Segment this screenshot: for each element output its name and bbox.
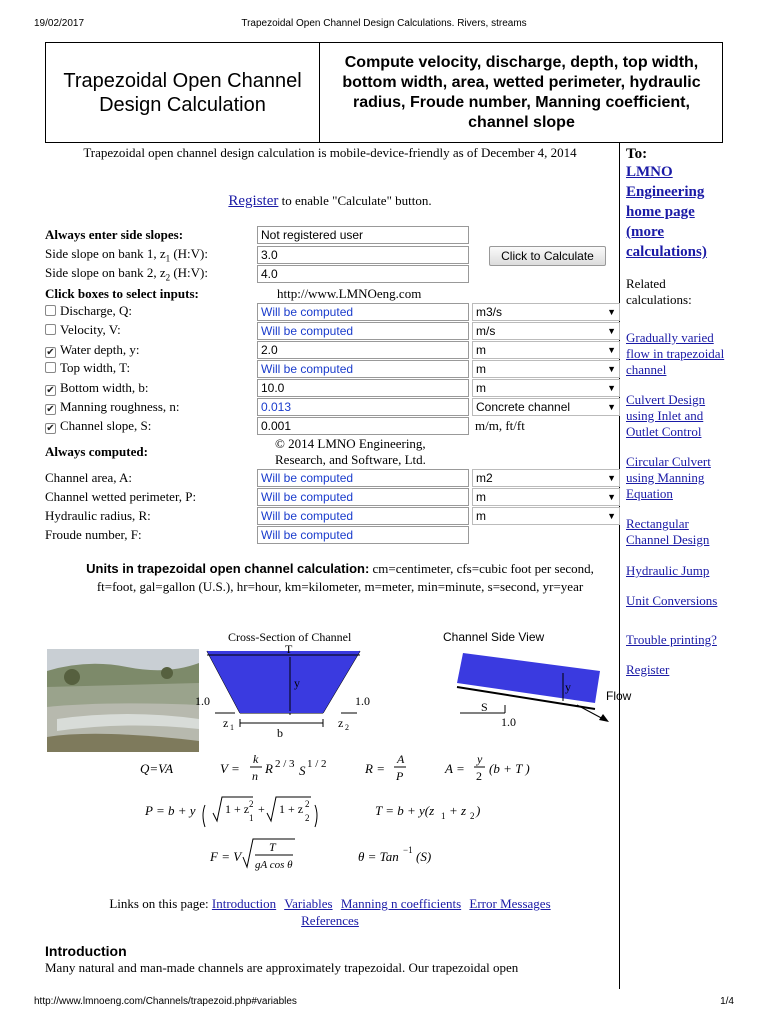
label-one-right: 1.0 bbox=[355, 694, 370, 708]
equations bbox=[125, 749, 545, 879]
side-slope-1-label-text: Side slope on bank 1, z bbox=[45, 246, 166, 261]
bottom-width-label-text: Bottom width, b: bbox=[60, 380, 149, 395]
title-table bbox=[45, 42, 723, 143]
print-header bbox=[34, 18, 734, 32]
units-text: cm=centimeter, cfs=cubic foot per second, ft=foot, gal=gallon (U.S.), hr=hour, km=kilometer, m=meter, min=minute, s=second, yr=year bbox=[96, 561, 594, 594]
svg-text:−1: −1 bbox=[403, 845, 413, 855]
froude-label: Froude number, F: bbox=[45, 527, 142, 542]
svg-text:y: y bbox=[477, 752, 483, 766]
equation-froude bbox=[209, 839, 295, 871]
svg-text:(S): (S) bbox=[416, 849, 432, 864]
side-slope-1-input[interactable]: 3.0 bbox=[257, 246, 469, 264]
svg-text:A =: A = bbox=[445, 761, 465, 776]
svg-text:2 / 3: 2 / 3 bbox=[275, 758, 295, 770]
click-boxes-heading: Click boxes to select inputs: bbox=[45, 286, 199, 301]
label-T: T bbox=[285, 642, 293, 656]
link-manning[interactable]: Manning n coefficients bbox=[340, 896, 462, 911]
manning-checkbox[interactable]: ✔ bbox=[46, 404, 55, 415]
register-line bbox=[45, 193, 615, 210]
always-side-heading: Always enter side slopes: bbox=[45, 227, 184, 242]
links-label: Links on this page: bbox=[109, 896, 209, 911]
label-S: S bbox=[481, 700, 488, 714]
svg-text:2: 2 bbox=[305, 813, 310, 823]
chevron-down-icon: ▼ bbox=[607, 345, 616, 355]
top-width-checkbox[interactable] bbox=[45, 362, 56, 373]
manning-label bbox=[45, 398, 180, 416]
slope-label bbox=[45, 417, 151, 435]
label-one-left: 1.0 bbox=[195, 694, 210, 708]
label-z2-sub: 2 bbox=[345, 723, 349, 732]
depth-unit-select[interactable] bbox=[472, 341, 620, 359]
radius-unit-value: m bbox=[476, 509, 486, 523]
channel-photo bbox=[47, 649, 199, 752]
svg-text:F = V: F = V bbox=[210, 849, 242, 864]
page-links bbox=[45, 895, 615, 929]
depth-checkbox[interactable]: ✔ bbox=[46, 347, 55, 358]
register-text: to enable "Calculate" button. bbox=[278, 193, 432, 208]
side-slope-2-label-tail: (H:V): bbox=[170, 265, 209, 280]
user-field[interactable]: Not registered user bbox=[257, 226, 469, 244]
channel-diagram bbox=[195, 642, 632, 743]
svg-text:1 + z: 1 + z bbox=[279, 802, 304, 816]
svg-text:S: S bbox=[299, 763, 306, 778]
svg-text:V =: V = bbox=[220, 761, 240, 776]
svg-text:k: k bbox=[253, 752, 259, 766]
top-width-unit-select[interactable] bbox=[472, 360, 620, 378]
svg-text:R: R bbox=[265, 761, 273, 776]
link-variables[interactable]: Variables bbox=[284, 896, 333, 911]
sidebar-link-register[interactable]: Register bbox=[626, 662, 670, 677]
svg-text:A: A bbox=[397, 752, 405, 766]
link-references[interactable]: References bbox=[301, 913, 359, 928]
perimeter-unit-select[interactable] bbox=[472, 488, 620, 506]
velocity-label bbox=[45, 321, 121, 339]
svg-text:2: 2 bbox=[305, 799, 310, 809]
velocity-unit-select[interactable] bbox=[472, 322, 620, 340]
chevron-down-icon: ▼ bbox=[607, 326, 616, 336]
perimeter-output: Will be computed bbox=[257, 488, 469, 506]
sidebar-link-hydraulic-jump[interactable]: Hydraulic Jump bbox=[626, 563, 710, 578]
equation-slope-angle bbox=[358, 845, 431, 864]
bottom-width-input[interactable]: 10.0 bbox=[257, 379, 469, 397]
svg-text:P = b + y: P = b + y bbox=[145, 803, 196, 818]
top-width-input[interactable]: Will be computed bbox=[257, 360, 469, 378]
equation-manning bbox=[220, 752, 327, 783]
label-z2: z bbox=[338, 716, 344, 730]
link-error-messages[interactable]: Error Messages bbox=[469, 896, 551, 911]
site-url: http://www.LMNOeng.com bbox=[277, 286, 422, 301]
svg-text:T: T bbox=[269, 840, 276, 854]
sidebar-link-trouble-printing[interactable]: Trouble printing? bbox=[626, 632, 717, 647]
bottom-width-checkbox[interactable]: ✔ bbox=[46, 385, 55, 396]
chevron-down-icon: ▼ bbox=[607, 383, 616, 393]
side-view-title: Channel Side View bbox=[443, 630, 545, 644]
side-slope-1-label bbox=[45, 245, 208, 263]
column-divider bbox=[619, 143, 620, 989]
slope-input[interactable]: 0.001 bbox=[257, 417, 469, 435]
area-label: Channel area, A: bbox=[45, 470, 132, 485]
velocity-checkbox[interactable] bbox=[45, 324, 56, 335]
sidebar-link-circular-culvert[interactable]: Circular Culvert using Manning Equation bbox=[626, 454, 711, 501]
manning-material-value: Concrete channel bbox=[476, 400, 571, 414]
depth-label-text: Water depth, y: bbox=[60, 342, 140, 357]
discharge-unit-select[interactable] bbox=[472, 303, 620, 321]
bottom-width-unit-select[interactable] bbox=[472, 379, 620, 397]
bottom-width-label bbox=[45, 379, 148, 397]
equation-perimeter bbox=[144, 797, 317, 827]
discharge-input[interactable]: Will be computed bbox=[257, 303, 469, 321]
equation-topwidth bbox=[375, 803, 480, 821]
perimeter-label: Channel wetted perimeter, P: bbox=[45, 489, 197, 504]
side-slope-2-label bbox=[45, 264, 208, 282]
velocity-input[interactable]: Will be computed bbox=[257, 322, 469, 340]
page-subtitle: Compute velocity, discharge, depth, top width, bottom width, area, wetted perimeter, hydraulic radius, Froude number, Manning coefficient, channel slope bbox=[342, 53, 701, 131]
related-heading: Related calculations: bbox=[626, 276, 692, 307]
svg-text:gA cos θ: gA cos θ bbox=[255, 859, 293, 871]
svg-text:1: 1 bbox=[441, 811, 446, 821]
label-y: y bbox=[294, 676, 300, 690]
manning-label-text: Manning roughness, n: bbox=[60, 399, 180, 414]
link-introduction[interactable]: Introduction bbox=[211, 896, 277, 911]
discharge-label bbox=[45, 302, 132, 320]
label-z1: z bbox=[223, 716, 229, 730]
calculate-button[interactable]: Click to Calculate bbox=[489, 246, 606, 266]
sidebar-to: To: bbox=[626, 146, 648, 162]
chevron-down-icon: ▼ bbox=[607, 307, 616, 317]
print-page: 1/4 bbox=[720, 996, 734, 1007]
top-width-label bbox=[45, 359, 130, 377]
print-title: Trapezoidal Open Channel Design Calculations. Rivers, streams bbox=[241, 18, 527, 29]
svg-text:1 + z: 1 + z bbox=[225, 802, 250, 816]
svg-text:1: 1 bbox=[249, 813, 254, 823]
label-b: b bbox=[277, 726, 283, 740]
velocity-unit-value: m/s bbox=[476, 324, 496, 338]
chevron-down-icon: ▼ bbox=[607, 511, 616, 521]
area-output: Will be computed bbox=[257, 469, 469, 487]
side-slope-2-label-text: Side slope on bank 2, z bbox=[45, 265, 166, 280]
introduction-heading: Introduction bbox=[45, 943, 127, 959]
perimeter-unit-value: m bbox=[476, 490, 486, 504]
print-url: http://www.lmnoeng.com/Channels/trapezoid.php#variables bbox=[34, 996, 297, 1007]
always-computed-heading: Always computed: bbox=[45, 444, 148, 459]
svg-text:+: + bbox=[258, 802, 265, 816]
sidebar-link-gvf[interactable]: Gradually varied flow in trapezoidal channel bbox=[626, 330, 725, 377]
print-footer bbox=[34, 996, 734, 1010]
introduction-text: Many natural and man-made channels are approximately trapezoidal. Our trapezoidal open bbox=[45, 960, 519, 975]
svg-text:θ = Tan: θ = Tan bbox=[358, 849, 399, 864]
radius-output: Will be computed bbox=[257, 507, 469, 525]
top-width-label-text: Top width, T: bbox=[60, 360, 131, 375]
svg-text:2: 2 bbox=[470, 811, 475, 821]
label-z1-sub: 1 bbox=[230, 723, 234, 732]
manning-material-select[interactable] bbox=[472, 398, 620, 416]
discharge-label-text: Discharge, Q: bbox=[60, 303, 132, 318]
chevron-down-icon: ▼ bbox=[607, 402, 616, 412]
slope-label-text: Channel slope, S: bbox=[60, 418, 152, 433]
chevron-down-icon: ▼ bbox=[607, 492, 616, 502]
sidebar-link-unit-conversions[interactable]: Unit Conversions bbox=[626, 593, 718, 608]
depth-input[interactable]: 2.0 bbox=[257, 341, 469, 359]
print-date: 19/02/2017 bbox=[34, 18, 85, 29]
svg-text:2: 2 bbox=[476, 769, 482, 783]
side-slope-2-input[interactable]: 4.0 bbox=[257, 265, 469, 283]
side-slope-1-label-tail: (H:V): bbox=[170, 246, 209, 261]
slope-unit: m/m, ft/ft bbox=[475, 418, 525, 433]
depth-label bbox=[45, 341, 139, 359]
mobile-notice: Trapezoidal open channel design calculation is mobile-device-friendly as of December 4, 2014 bbox=[83, 145, 577, 160]
discharge-checkbox[interactable] bbox=[45, 305, 56, 316]
svg-text:n: n bbox=[252, 769, 258, 783]
sidebar-link-culvert-design[interactable]: Culvert Design using Inlet and Outlet Control bbox=[626, 392, 706, 439]
side-slope-1-sub: 1 bbox=[165, 253, 171, 264]
chevron-down-icon: ▼ bbox=[607, 473, 616, 483]
label-one-side: 1.0 bbox=[501, 715, 516, 729]
manning-input[interactable]: 0.013 bbox=[257, 398, 469, 416]
area-unit-select[interactable] bbox=[472, 469, 620, 487]
svg-text:2: 2 bbox=[249, 799, 254, 809]
depth-unit-value: m bbox=[476, 343, 486, 357]
cross-section bbox=[195, 642, 370, 740]
svg-text:): ) bbox=[476, 803, 481, 818]
units-note bbox=[65, 560, 615, 596]
svg-text:Q=VA: Q=VA bbox=[140, 761, 174, 776]
equation-area bbox=[444, 752, 530, 783]
label-y-side: y bbox=[565, 680, 571, 694]
svg-text:1 / 2: 1 / 2 bbox=[307, 758, 327, 770]
equation-radius bbox=[364, 752, 406, 783]
sidebar-link-rectangular[interactable]: Rectangular Channel Design bbox=[626, 516, 710, 547]
chevron-down-icon: ▼ bbox=[607, 364, 616, 374]
svg-text:(b + T ): (b + T ) bbox=[489, 761, 530, 776]
svg-text:P: P bbox=[396, 769, 404, 783]
top-width-unit-value: m bbox=[476, 362, 486, 376]
label-flow: Flow bbox=[606, 689, 632, 703]
side-view bbox=[457, 653, 632, 729]
bottom-width-unit-value: m bbox=[476, 381, 486, 395]
units-heading: Units in trapezoidal open channel calculation: bbox=[86, 561, 370, 576]
home-link[interactable]: LMNO Engineering home page (more calculations) bbox=[626, 164, 707, 260]
velocity-label-text: Velocity, V: bbox=[60, 322, 121, 337]
area-unit-value: m2 bbox=[476, 471, 493, 485]
radius-label: Hydraulic radius, R: bbox=[45, 508, 151, 523]
page-title: Trapezoidal Open Channel Design Calculation bbox=[46, 43, 320, 142]
side-slope-2-sub: 2 bbox=[165, 272, 171, 283]
slope-checkbox[interactable]: ✔ bbox=[46, 423, 55, 434]
froude-output: Will be computed bbox=[257, 526, 469, 544]
register-link[interactable]: Register bbox=[228, 193, 279, 209]
cross-section-title: Cross-Section of Channel bbox=[228, 630, 352, 644]
sidebar bbox=[626, 146, 726, 678]
radius-unit-select[interactable] bbox=[472, 507, 620, 525]
copyright: © 2014 LMNO Engineering, Research, and Software, Ltd. bbox=[275, 436, 426, 467]
equation-discharge bbox=[140, 761, 173, 776]
svg-text:+ z: + z bbox=[449, 803, 467, 818]
discharge-unit-value: m3/s bbox=[476, 305, 503, 319]
svg-text:T = b + y(z: T = b + y(z bbox=[375, 803, 435, 818]
svg-text:R =: R = bbox=[365, 761, 385, 776]
